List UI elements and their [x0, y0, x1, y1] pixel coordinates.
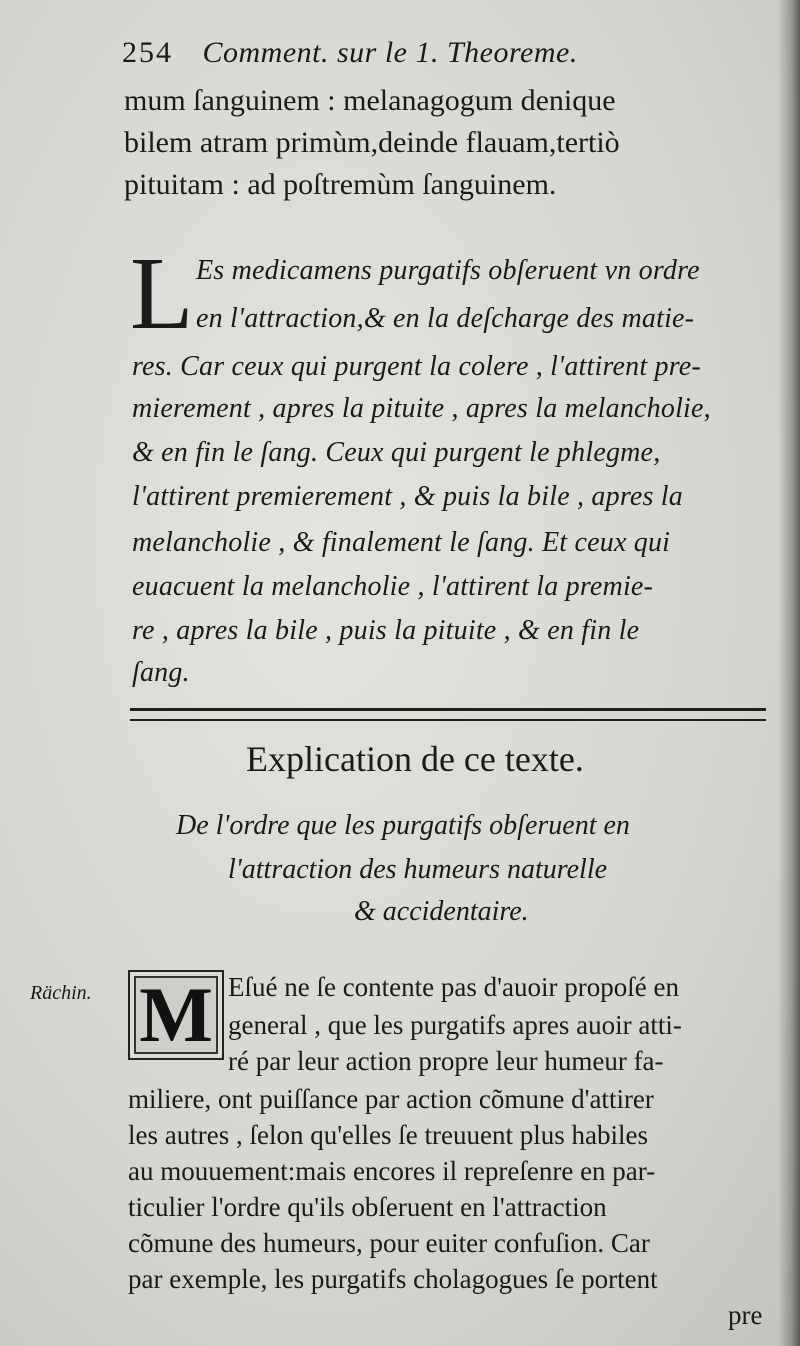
subtitle-line: l'attraction des humeurs naturelle	[228, 854, 608, 885]
text-line: general , que les purgatifs apres auoir atti-	[228, 1010, 682, 1040]
text-line: ticulier l'ordre qu'ils obſeruent en l'attraction	[128, 1192, 607, 1222]
ornamental-drop-cap-m	[128, 970, 224, 1060]
text-line: euacuent la melancholie , l'attirent la premie-	[132, 571, 654, 602]
text-line: au mouuement:mais encores il repreſenre en par-	[128, 1156, 656, 1186]
page-number: 254	[122, 36, 173, 69]
text-line: mierement , apres la pituite , apres la melancholie,	[132, 393, 711, 424]
text-line: en l'attraction,& en la deſcharge des matie-	[196, 303, 695, 334]
margin-note: Rächin.	[30, 982, 92, 1004]
page-gutter-shadow	[778, 0, 800, 1346]
running-head: Comment. sur le 1. Theoreme.	[202, 36, 578, 69]
text-line: miliere, ont puiſſance par action cõmune d'attirer	[128, 1084, 654, 1114]
text-line: ré par leur action propre leur humeur fa-	[228, 1046, 664, 1076]
page-header	[122, 36, 762, 80]
text-line: ſang.	[132, 657, 190, 688]
text-line: Es medicamens purgatifs obſeruent vn ordre	[196, 255, 700, 286]
catchword: pre	[728, 1300, 763, 1330]
section-title: Explication de ce texte.	[246, 739, 584, 779]
drop-cap-letter: M	[139, 971, 213, 1058]
subtitle-line: De l'ordre que les purgatifs obſeruent en	[176, 810, 630, 841]
text-line: Eſué ne ſe contente pas d'auoir propoſé en	[228, 972, 679, 1002]
text-line: par exemple, les purgatifs cholagogues ſe portent	[128, 1264, 658, 1294]
text-line: res. Car ceux qui purgent la colere , l'attirent pre-	[132, 351, 701, 382]
text-line: bilem atram primùm,deinde flauam,tertiò	[124, 126, 620, 159]
text-line: re , apres la bile , puis la pituite , & en fin le	[132, 615, 640, 646]
text-line: cõmune des humeurs, pour euiter confuſion. Car	[128, 1228, 650, 1258]
text-line: les autres , ſelon qu'elles ſe treuuent plus habiles	[128, 1120, 648, 1150]
text-line: pituitam : ad poſtremùm ſanguinem.	[124, 168, 557, 201]
drop-cap-l: L	[130, 236, 194, 351]
text-line: l'attirent premierement , & puis la bile , apres la	[132, 481, 683, 512]
section-divider-rule	[130, 708, 766, 721]
text-line: melancholie , & finalement le ſang. Et ceux qui	[132, 527, 671, 558]
text-line: & en fin le ſang. Ceux qui purgent le phlegme,	[132, 437, 661, 468]
text-line: mum ſanguinem : melanagogum denique	[124, 84, 616, 117]
subtitle-line: & accidentaire.	[354, 896, 529, 927]
